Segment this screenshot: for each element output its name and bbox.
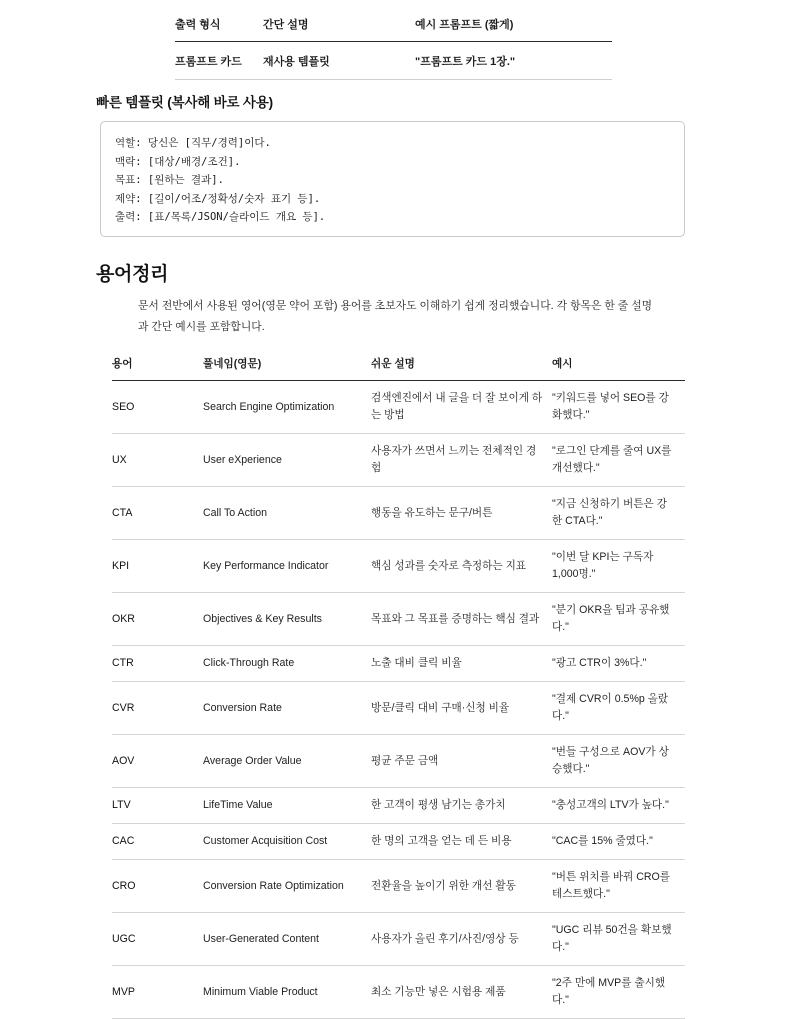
table-row xyxy=(112,860,685,913)
cell-example: "로그인 단계를 줄여 UX를 개선했다." xyxy=(552,434,685,487)
table-header-row xyxy=(175,16,612,42)
cell-fullname: Minimum Viable Product xyxy=(203,966,371,1019)
cell-description: 사용자가 쓰면서 느끼는 전체적인 경험 xyxy=(371,434,552,487)
cell-term: LTV xyxy=(112,788,203,824)
column-header-short-desc: 간단 설명 xyxy=(263,16,415,42)
cell-fullname: Conversion Rate xyxy=(203,682,371,735)
glossary-heading: 용어정리 xyxy=(96,264,169,285)
table-row xyxy=(112,913,685,966)
cell-description: 한 명의 고객을 얻는 데 든 비용 xyxy=(371,824,552,860)
cell-term: KPI xyxy=(112,540,203,593)
cell-term: CRO xyxy=(112,860,203,913)
cell-example: "이번 달 KPI는 구독자 1,000명." xyxy=(552,540,685,593)
cell-example: "광고 CTR이 3%다." xyxy=(552,646,685,682)
cell-term: AOV xyxy=(112,735,203,788)
table-row xyxy=(112,682,685,735)
cell-description: 방문/클릭 대비 구매·신청 비율 xyxy=(371,682,552,735)
column-header-example-prompt: 예시 프롬프트 (짧게) xyxy=(415,16,612,42)
table-row xyxy=(112,735,685,788)
cell-description: 핵심 성과를 숫자로 측정하는 지표 xyxy=(371,540,552,593)
cell-term: CAC xyxy=(112,824,203,860)
cell-description: 평균 주문 금액 xyxy=(371,735,552,788)
cell-term: UGC xyxy=(112,913,203,966)
table-row xyxy=(175,42,612,80)
table-row xyxy=(112,593,685,646)
cell-example: "UGC 리뷰 50건을 확보했다." xyxy=(552,913,685,966)
cell-example: "키워드를 넣어 SEO를 강화했다." xyxy=(552,381,685,434)
cell-fullname: Key Performance Indicator xyxy=(203,540,371,593)
table-row xyxy=(112,487,685,540)
cell-term: CTA xyxy=(112,487,203,540)
column-header-output-format: 출력 형식 xyxy=(175,16,263,42)
cell-term: UX xyxy=(112,434,203,487)
cell-fullname: LifeTime Value xyxy=(203,788,371,824)
cell-fullname: Conversion Rate Optimization xyxy=(203,860,371,913)
cell-description: 목표와 그 목표를 증명하는 핵심 결과 xyxy=(371,593,552,646)
column-header-description: 쉬운 설명 xyxy=(371,356,552,381)
cell-example: "충성고객의 LTV가 높다." xyxy=(552,788,685,824)
quick-template-heading: 빠른 템플릿 (복사해 바로 사용) xyxy=(96,95,273,110)
cell-fullname: User eXperience xyxy=(203,434,371,487)
table-row xyxy=(112,540,685,593)
table-row xyxy=(112,434,685,487)
template-line-goal: 목표: [원하는 결과]. xyxy=(115,174,224,187)
table-row xyxy=(112,824,685,860)
cell-fullname: Customer Acquisition Cost xyxy=(203,824,371,860)
cell-description: 사용자가 올린 후기/사진/영상 등 xyxy=(371,913,552,966)
glossary-table xyxy=(112,356,685,1019)
cell-example: "분기 OKR을 팀과 공유했다." xyxy=(552,593,685,646)
cell-description: 행동을 유도하는 문구/버튼 xyxy=(371,487,552,540)
table-row xyxy=(112,788,685,824)
cell-example: "2주 만에 MVP를 출시했다." xyxy=(552,966,685,1019)
quick-template-box[interactable] xyxy=(100,121,685,237)
cell-fullname: Click-Through Rate xyxy=(203,646,371,682)
table-row xyxy=(112,646,685,682)
cell-term: MVP xyxy=(112,966,203,1019)
output-format-table-head xyxy=(175,16,612,42)
cell-short-desc: 재사용 템플릿 xyxy=(263,42,415,80)
table-row xyxy=(112,381,685,434)
cell-example: "지금 신청하기 버튼은 강한 CTA다." xyxy=(552,487,685,540)
cell-example: "결제 CVR이 0.5%p 올랐다." xyxy=(552,682,685,735)
cell-fullname: Objectives & Key Results xyxy=(203,593,371,646)
template-line-output: 출력: [표/목록/JSON/슬라이드 개요 등]. xyxy=(115,211,326,224)
column-header-example: 예시 xyxy=(552,356,685,381)
cell-term: OKR xyxy=(112,593,203,646)
template-line-role: 역할: 당신은 [직무/경력]이다. xyxy=(115,137,271,149)
cell-term: CVR xyxy=(112,682,203,735)
cell-output-format: 프롬프트 카드 xyxy=(175,42,263,80)
cell-fullname: User-Generated Content xyxy=(203,913,371,966)
cell-fullname: Average Order Value xyxy=(203,735,371,788)
table-header-row xyxy=(112,356,685,381)
cell-example-prompt: "프롬프트 카드 1장." xyxy=(415,42,612,80)
cell-fullname: Call To Action xyxy=(203,487,371,540)
cell-term: CTR xyxy=(112,646,203,682)
cell-example: "CAC를 15% 줄였다." xyxy=(552,824,685,860)
cell-description: 전환율을 높이기 위한 개선 활동 xyxy=(371,860,552,913)
glossary-intro-paragraph: 문서 전반에서 사용된 영어(영문 약어 포함) 용어를 초보자도 이해하기 쉽게 정리했습니다. 각 항목은 한 줄 설명과 간단 예시를 포함합니다. xyxy=(138,300,653,333)
cell-term: SEO xyxy=(112,381,203,434)
cell-description: 한 고객이 평생 남기는 총가치 xyxy=(371,788,552,824)
template-line-constraint: 제약: [길이/어조/정확성/숫자 표기 등]. xyxy=(115,192,321,205)
cell-description: 최소 기능만 넣은 시험용 제품 xyxy=(371,966,552,1019)
glossary-table-body xyxy=(112,381,685,1019)
column-header-term: 용어 xyxy=(112,356,203,381)
cell-example: "버튼 위치를 바꿔 CRO를 테스트했다." xyxy=(552,860,685,913)
table-row xyxy=(112,966,685,1019)
cell-description: 검색엔진에서 내 글을 더 잘 보이게 하는 방법 xyxy=(371,381,552,434)
output-format-table-body xyxy=(175,42,612,80)
column-header-fullname: 풀네임(영문) xyxy=(203,356,371,381)
cell-description: 노출 대비 클릭 비율 xyxy=(371,646,552,682)
cell-example: "번들 구성으로 AOV가 상승했다." xyxy=(552,735,685,788)
cell-fullname: Search Engine Optimization xyxy=(203,381,371,434)
output-format-table xyxy=(175,16,612,80)
template-line-context: 맥락: [대상/배경/조건]. xyxy=(115,155,241,168)
glossary-table-head xyxy=(112,356,685,381)
